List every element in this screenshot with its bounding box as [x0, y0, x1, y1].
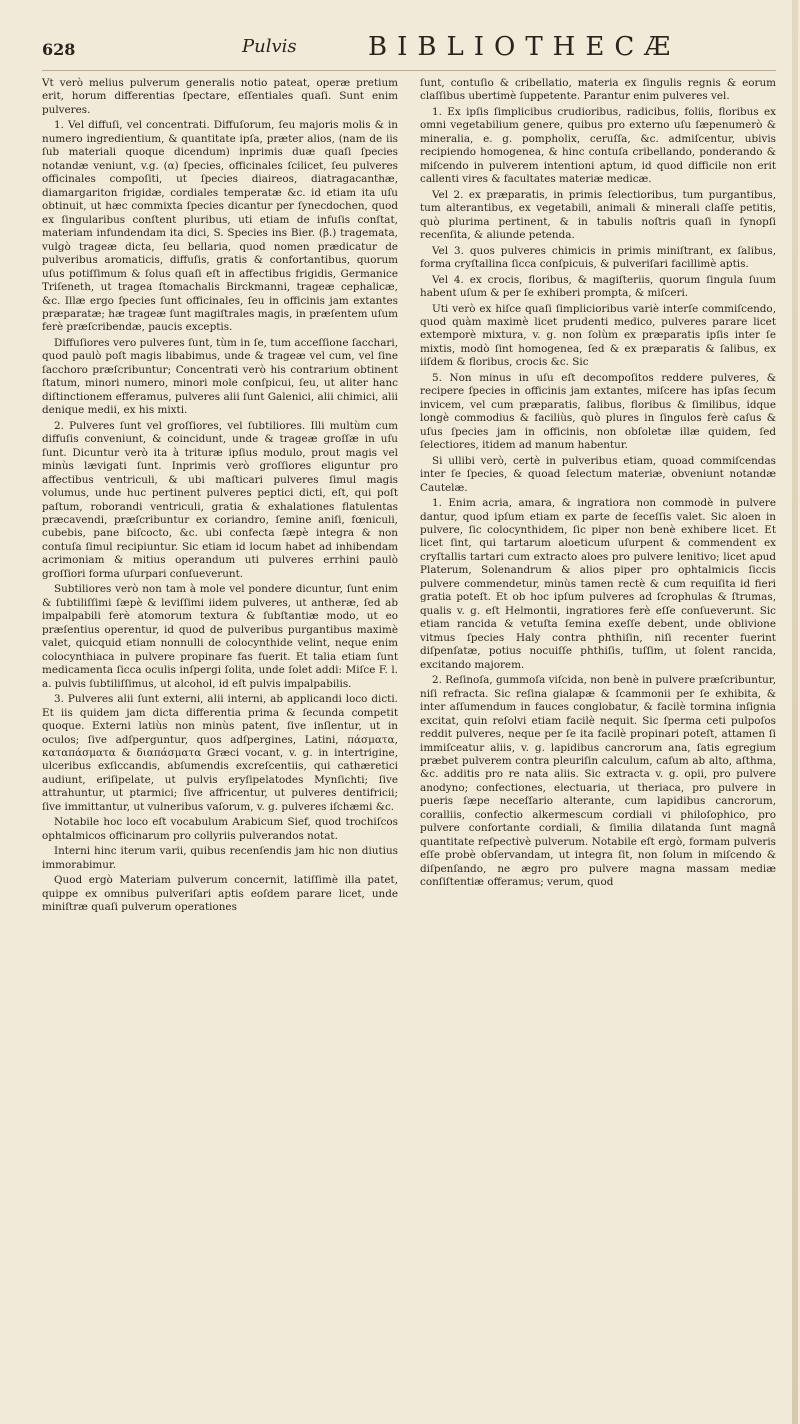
paragraph: 1. Vel diffuſi, vel concentrati. Diffuſorum, ſeu majoris molis & in numero ingredientium, & quantitate ipſa, præter alios, (nam de iis ſub materiali quoque dicendum) inprimis duæ quaſi ſpecies notandæ veniunt, v.g. (α) ſpecies, officinales ſcilicet, ſeu pulveres officinales compoſiti, ut ſpecies diaireos, diatragacanthæ, diamargariton frigidæ, cordiales temperatæ &c. id etiam ita uſu obtinuit, ut hæc commixta ſpecies dicantur per ſynecdochen, quod ex ſingularibus conſtent pluribus, uti etiam de infuſis conſtat, materiam infundendam ita dici, S. Species ins Bier. (β.) tragemata, vulgò trageæ dicta, ſeu bellaria, quod nomen prædicatur de pulveribus aromaticis, diffuſis, gratis & confortantibus, quorum uſus potiſſimum & ſolus quaſi eſt in affectibus frigidis, Germanice Triſeneth, ut tragea ſtomachalis Birckmanni, trageæ cephalicæ, &c. Illæ ergo ſpecies ſunt officinales, ſeu in officinis jam extantes præparatæ; hæ trageæ ſunt magiſtrales magis, in præſentem uſum ferè præſcribendæ, paucis exceptis. [42, 119, 398, 334]
paragraph: Vel 4. ex crocis, floribus, & magiſteriis, quorum ſingula ſuum habent uſum & per ſe exhiberi prompta, & miſceri. [420, 273, 776, 300]
page-header [42, 26, 776, 71]
paragraph: 2. Pulveres ſunt vel groſſiores, vel ſubtiliores. Illi multùm cum diffuſis conveniunt, & coincidunt, unde & trageæ groſſæ in uſu ſunt. Dicuntur verò ita à trituræ ipſius modulo, prout magis vel minùs lævigati ſunt. Inprimis verò groſſiores eliguntur pro affectibus ventriculi, & ubi maſticari pulveres ſimul magis volumus, unde huc pertinent pulveres peptici dicti, eſt, qui poſt paſtum, roborandi ventriculi, gratia & exhalationes flatulentas præcavendi, præſcribuntur ex coriandro, ſemine aniſi, fœniculi, cubebis, pane biſcocto, &c. ubi confecta ſæpè integra & non contuſa ſimul recipiuntur. Sic etiam id locum habet ad inhibendam acrimoniam & mitius operandum uti pulveres errhini paulò groſſiori forma uſurpari conſueverunt. [42, 419, 398, 580]
text-columns [42, 77, 776, 917]
running-head-title: BIBLIOTHECÆ [368, 32, 681, 62]
paragraph: Vt verò melius pulverum generalis notio pateat, operæ pretium erit, horum differentias ſpectare, eſſentiales quaſi. Sunt enim pulveres. [42, 77, 398, 116]
page-number: 628 [42, 40, 76, 59]
paragraph: 1. Ex ipſis ſimplicibus crudioribus, radicibus, foliis, floribus ex omni vegetabilium genere, quibus pro externo uſu ſæpenumerò & mineralia, e. g. pompholix, ceruſſa, &c. admiſcentur, ubivis recipiendo homogenea, & hinc contuſa cribellando, ponderando & miſcendo in pulverem intentioni aptum, id quod difficile non erit callenti vires & facultates materiæ medicæ. [420, 105, 776, 186]
page-edge [792, 0, 798, 1424]
right-column [420, 77, 776, 917]
paragraph: ſunt, contuſio & cribellatio, materia ex ſingulis regnis & eorum claſſibus ubertimè ſuppetente. Parantur enim pulveres vel. [420, 77, 776, 103]
paragraph: Uti verò ex hiſce quaſi ſimplicioribus variè interſe commiſcendo, quod quàm maximè licet prudenti medico, pulveres parare licet extemporè mixtura, v. g. non ſolùm ex præparatis ipſis inter ſe mixtis, modò ſint homogenea, ſed & ex præparatis & ſalibus, ex iiſdem & floribus, crocis &c. Sic [420, 302, 776, 369]
paragraph: Quod ergò Materiam pulverum concernit, latiſſimè illa patet, quippe ex omnibus pulveriſari aptis eoſdem parare licet, unde miniſtræ quaſi pulverum operationes [42, 874, 398, 914]
paragraph: 2. Reſinoſa, gummoſa viſcida, non benè in pulvere præſcribuntur, niſi refracta. Sic reſina gialapæ & ſcammonii per ſe exhibita, & inter aſſumendum in fauces conglobatur, & facilè tormina inſignia excitat, quin reſolvi etiam facilè nequit. Sic ſperma ceti pulpoſos reddit pulveres, neque per ſe ita facilè propinari poteſt, attamen ſi immiſceatur aliis, v. g. lapidibus cancrorum ana, ſatis egregium præbet pulverem contra pleuriſin calculum, caſum ab alto, aſthma, &c. additis pro re nata aliis. Sic extracta v. g. opii, pro pulvere anodyno; confectiones, electuaria, ut theriaca, pro pulvere in pueris ſæpe neceſſario alterante, cum lapidibus cancrorum, coralliis, confectio alkermescum cordiali vi philoſophico, pro pulvere confortante cordiali, & ſimilia dilatanda ſunt magnâ quantitate reſpectivè pulverum. Notabile eſt ergò, formam pulveris eſſe probè obſervandam, ut integra ſit, non ſolum in miſcendo & diſpenſando, ne ægro pro pulvere magna massam mediæ conſiſtentiæ offeramus; verum, quod [420, 674, 776, 889]
paragraph: Interni hinc iterum varii, quibus recenſendis jam hic non diutius immorabimur. [42, 845, 398, 871]
paragraph: Subtiliores verò non tam à mole vel pondere dicuntur, ſunt enim & ſubtiliſſimi ſæpè & leviſſimi iidem pulveres, ut antheræ, ſed ab impalpabili ferè atomorum textura & ſubſtantiæ modo, ut eo præſentius operentur, id quod de pulveribus purgantibus maximè valet, quicquid etiam nonnulli de colocynthide velint, neque enim colocynthiaca in pulvere propinare fas fuerit. Et talia etiam ſunt medicamenta ſicca oculis inſpergi ſolita, unde ſolet addi: Miſce F. l. a. pulvis ſubtiliſſimus, ut alcohol, id eſt pulvis impalpabilis. [42, 583, 398, 690]
left-column [42, 77, 398, 917]
paragraph: Notabile hoc loco eſt vocabulum Arabicum Sief, quod trochiſcos ophtalmicos officinarum pro collyriis pulverandos notat. [42, 816, 398, 842]
running-head-topic: Pulvis [242, 36, 297, 57]
paragraph: Vel 2. ex præparatis, in primis ſelectioribus, tum purgantibus, tum alterantibus, ex vegetabili, animali & minerali claſſe petitis, quò plurima pertinent, & in tabulis noſtris quaſi in ſynopſi recenſita, & aliunde petenda. [420, 188, 776, 242]
paragraph: 3. Pulveres alii ſunt externi, alii interni, ab applicandi loco dicti. Et iis quidem jam dicta differentia prima & ſecunda competit quoque. Externi latiùs non minùs patent, ſive inſlentur, ut in oculos; ſive adſperguntur, quos adſpergines, Latini, πάσματα, καταπάσματα & διαπάσματα Græci vocant, v. g. in intertrigine, ulceribus exſiccandis, abſumendis excreſcentiis, qui cathæretici audiunt, eriſipelate, ut pulvis eryſipelatodes Mynſichti; ſive attrahuntur, ut ptarmici; ſive affricentur, ut pulveres dentifricii; ſive immittantur, ut vulneribus vaſorum, v. g. pulveres iſchæmi &c. [42, 693, 398, 813]
paragraph: 5. Non minus in uſu eſt decompoſitos reddere pulveres, & recipere ſpecies in officinis jam extantes, miſcere has ipſas ſecum invicem, vel cum præparatis, ſalibus, floribus & ſimilibus, idque longè commodius & faciliùs, quò plures in ſingulos ferè caſus & uſus ſpecies jam in officinis, non obſoletæ illæ quidem, ſed ſelectiores, itidem ad manum habentur. [420, 371, 776, 452]
paragraph: Vel 3. quos pulveres chimicis in primis miniſtrant, ex ſalibus, forma cryſtallina ſicca conſpicuis, & pulveriſari facillimè aptis. [420, 244, 776, 271]
paragraph: 1. Enim acria, amara, & ingratiora non commodè in pulvere dantur, quod ipſum etiam ex parte de ſeceſſis valet. Sic aloen in pulvere, ſic colocynthidem, ſic piper non benè exhibere licet. Et licet ſint, qui tartarum aloeticum uſurpent & commendent ex cryſtallis tartari cum extracto aloes pro pulvere lenitivo; licet apud Platerum, Solenandrum & alios piper pro ophtalmicis ſiccis pulvere commendetur, minùs tamen rectè & cum requiſita id fieri gratia poteſt. Et ob hoc ipſum pulveres ad ſcrophulas & ſtrumas, qualis v. g. eſt Helmontii, ingratiores ferè eſſe conſueverunt. Sic etiam rancida & vetuſta ſemina exeſſe debent, unde oblivione vitmus ſpecies Haly contra phthiſin, niſi recenter fuerint diſpenſatæ, potius nocuiſſe phthiſis, tuſſim, ut ſolent rancida, excitando majorem. [420, 497, 776, 671]
paragraph: Diffuſiores vero pulveres ſunt, tùm in ſe, tum acceſſione ſacchari, quod paulò poſt magis libabimus, unde & trageæ vel cum, vel ſine ſacchoro præſcribuntur; Concentrati verò his contrarium obtinent ſtatum, minori numero, minori mole conſpicui, ſeu, ut aliter hanc diſtinctionem efferamus, pulveres alii ſunt Galenici, alii chimici, alii denique medii, ex his mixti. [42, 336, 398, 417]
paragraph: Si ullibi verò, certè in pulveribus etiam, quoad commiſcendas inter ſe ſpecies, & quoad ſelectum materiæ, obveniunt notandæ Cautelæ. [420, 454, 776, 494]
